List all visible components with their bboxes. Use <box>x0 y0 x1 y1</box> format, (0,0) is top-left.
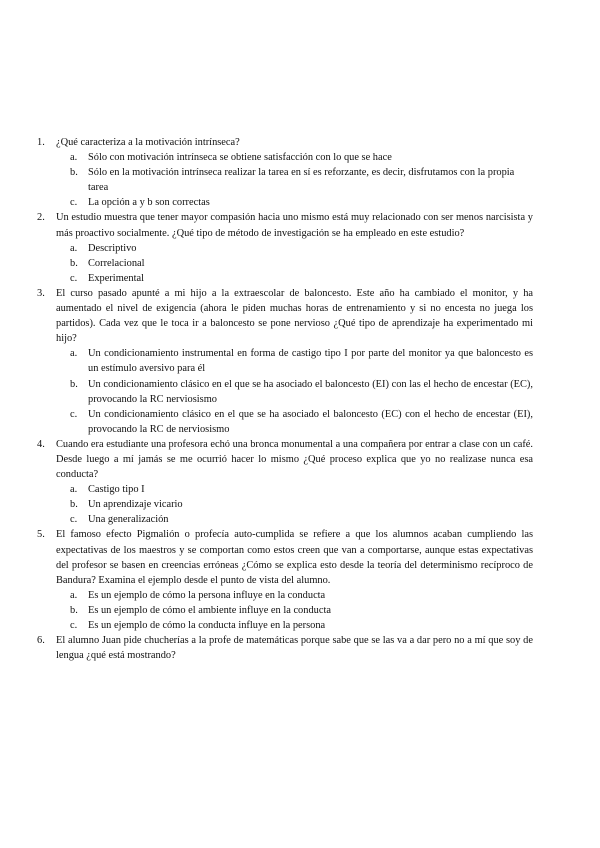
question-item <box>37 135 533 210</box>
option-letter: a. <box>70 589 78 601</box>
option-text: Es un ejemplo de cómo la conducta influye en la persona <box>88 620 326 631</box>
question-number: 4. <box>37 438 45 450</box>
option-letter: c. <box>70 620 78 631</box>
option-letter: b. <box>70 167 78 179</box>
option-letter: a. <box>70 348 78 360</box>
option-list <box>56 346 533 437</box>
option-text: Un aprendizaje vicario <box>88 499 183 511</box>
question-text: Un estudio muestra que tener mayor compasión hacia uno mismo está muy relacionado con ser menos narcisista y más proactivo socialmente. ¿Qué tipo de método de investigación se ha empleado en este estudio? <box>56 212 533 239</box>
question-item <box>37 437 533 528</box>
question-text: Cuando era estudiante una profesora echó una bronca monumental a una compañera por entrar a clase con un café. Desde luego a mí jamás se me ocurrió hacer lo mismo ¿Qué proceso explica que yo no realizase nunca esa conducta? <box>56 438 533 481</box>
option-item <box>70 482 533 497</box>
option-text: Experimental <box>88 272 144 284</box>
option-text: Castigo tipo I <box>88 484 145 496</box>
option-text: Correlacional <box>88 257 145 269</box>
option-list <box>56 150 533 210</box>
option-letter: c. <box>70 514 78 526</box>
question-number: 2. <box>37 212 45 224</box>
question-text: El alumno Juan pide chucherías a la profe de matemáticas porque sabe que se las va a dar pero no a mí que soy de lengua ¿qué está mostrando? <box>56 635 533 662</box>
option-letter: b. <box>70 257 78 269</box>
option-text: Es un ejemplo de cómo la persona influye en la conducta <box>88 589 326 601</box>
option-item <box>70 346 533 376</box>
option-letter: a. <box>70 484 78 496</box>
option-item <box>70 241 533 256</box>
option-text: Sólo en la motivación intrínseca realizar la tarea en sí es reforzante, es decir, disfrutamos con la propia tarea <box>88 167 515 194</box>
question-item <box>37 527 533 633</box>
option-list <box>56 482 533 527</box>
question-item <box>37 210 533 285</box>
option-item <box>70 588 533 603</box>
option-letter: c. <box>70 408 78 420</box>
question-list <box>37 135 533 663</box>
option-item <box>70 497 533 512</box>
option-letter: b. <box>70 604 78 616</box>
question-number: 1. <box>37 137 45 148</box>
option-text: Sólo con motivación intrínseca se obtiene satisfacción con lo que se hace <box>88 152 392 164</box>
option-item <box>70 165 533 195</box>
question-text: El famoso efecto Pigmalión o profecía auto-cumplida se refiere a que los alumnos acaban cumpliendo las expectativas de los maestros y se comportan como estos creen que van a comportarse, aunque estas expectativas del profesor se basen en creencias erróneas ¿Cómo se explica esto desde la teoría del determinismo recíproco de Bandura? Examina el ejemplo desde el punto de vista del alumno. <box>56 529 533 586</box>
question-text: ¿Qué caracteriza a la motivación intrínseca? <box>56 137 240 148</box>
option-letter: c. <box>70 272 78 284</box>
option-letter: a. <box>70 152 78 164</box>
option-list <box>56 588 533 633</box>
option-text: Es un ejemplo de cómo el ambiente influye en la conducta <box>88 604 331 616</box>
option-item <box>70 256 533 271</box>
option-letter: b. <box>70 499 78 511</box>
option-item <box>70 512 533 527</box>
option-item <box>70 195 533 210</box>
option-text: Una generalización <box>88 514 169 526</box>
option-item <box>70 150 533 165</box>
question-item <box>37 286 533 437</box>
option-letter: c. <box>70 197 78 209</box>
option-list <box>56 241 533 286</box>
option-letter: a. <box>70 242 78 254</box>
question-number: 3. <box>37 287 45 299</box>
option-item <box>70 603 533 618</box>
question-text: El curso pasado apunté a mi hijo a la extraescolar de baloncesto. Este año ha cambiado el monitor, y ha aumentado el nivel de exigencia (ahora le piden muchas horas de entrenamiento y si no encesta no juega los partidos). Cada vez que le toca ir a baloncesto se pone nervioso ¿Qué tipo de aprendizaje ha experimentado mi hijo? <box>56 287 533 345</box>
option-item <box>70 377 533 407</box>
option-text: Descriptivo <box>88 242 137 254</box>
option-text: Un condicionamiento instrumental en forma de castigo tipo I por parte del monitor ya que baloncesto es un estímulo aversivo para él <box>88 348 533 375</box>
option-text: La opción a y b son correctas <box>88 197 210 209</box>
question-number: 6. <box>37 635 45 647</box>
option-text: Un condicionamiento clásico en el que se ha asociado el baloncesto (EI) con las el hecho de encestar (EC), provocando la RC nerviosismo <box>88 378 533 405</box>
option-text: Un condicionamiento clásico en el que se ha asociado el baloncesto (EC) con el hecho de encestar (EI), provocando la RC de nerviosismo <box>88 408 533 435</box>
question-item <box>37 633 533 663</box>
option-item <box>70 407 533 437</box>
question-number: 5. <box>37 529 45 541</box>
option-item <box>70 271 533 286</box>
option-item <box>70 618 533 633</box>
option-letter: b. <box>70 378 78 390</box>
